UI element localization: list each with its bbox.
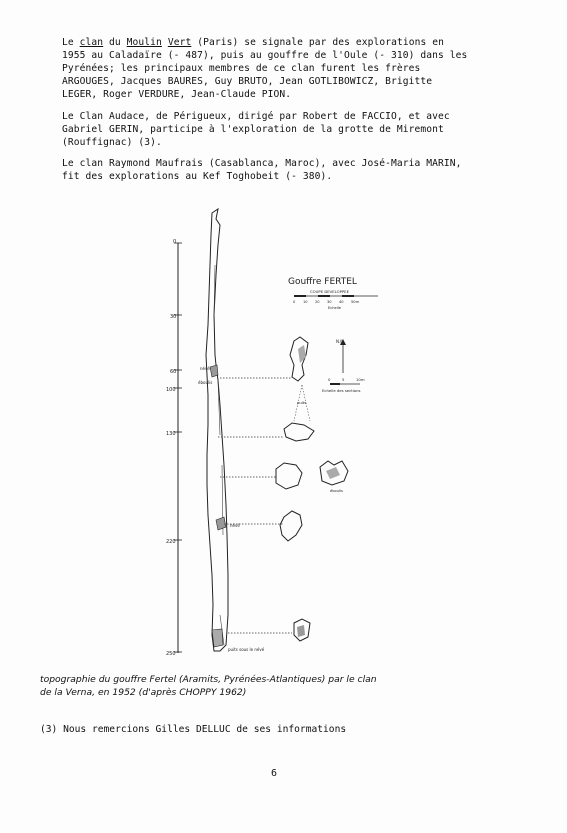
annotation-neve: névé <box>200 366 210 371</box>
caption-line: de la Verna, en 1952 (d'après CHOPPY 1962) <box>40 687 247 698</box>
paragraph-line: LEGER, Roger VERDURE, Jean-Claude PION. <box>62 89 292 100</box>
puits-marker <box>294 385 310 421</box>
annotation-bottom: puits sous le névé <box>228 647 265 652</box>
footnote: (3) Nous remercions Gilles DELLUC de ses informations <box>40 724 347 735</box>
paragraph-line <box>62 36 480 49</box>
north-label: N.M <box>336 339 344 344</box>
snow-patch <box>216 517 226 530</box>
text-run: du <box>103 37 127 48</box>
paragraph-line: fit des explorations au Kef Toghobeit (- 380). <box>62 171 333 182</box>
underlined-word: Moulin <box>126 37 162 48</box>
projection-lines <box>218 378 292 633</box>
depth-label: 250 <box>166 651 176 657</box>
depth-label: 220 <box>166 539 176 545</box>
cross-section <box>280 511 302 541</box>
snow-patch <box>212 629 223 647</box>
paragraph-line: Gabriel GERIN, participe à l'exploration de la grotte de Miremont <box>62 124 444 135</box>
paragraph-clan-maufrais <box>62 157 480 183</box>
paragraph-moulin-vert <box>62 36 480 101</box>
cave-profile-inner-wall <box>214 265 224 645</box>
scale-bar-segment <box>330 383 340 385</box>
scale-tick-label: 0 <box>293 300 296 304</box>
section-scale-label: Echelle des sections <box>322 388 361 393</box>
annotation-eboulis: éboulis <box>330 489 343 493</box>
depth-label: 30 <box>170 314 177 320</box>
annotation-neve: névé <box>230 523 240 528</box>
paragraph-line: Pyrénées; les principaux membres de ce clan furent les frères <box>62 63 421 74</box>
text-run: (Paris) se signale par des explorations en <box>191 37 445 48</box>
section-scale-tick: 5 <box>342 377 345 382</box>
cross-section-fill <box>326 467 340 479</box>
scale-tick-label: 50m <box>351 300 360 304</box>
puits-label: puits <box>297 400 307 405</box>
figure-caption <box>40 673 500 699</box>
snow-patch <box>210 365 218 377</box>
cross-section-fill <box>297 625 305 637</box>
paragraph-line: 1955 au Caladaïre (- 487), puis au gouffre de l'Oule (- 310) dans les <box>62 50 468 61</box>
scale-tick-label: 40 <box>339 300 344 304</box>
scale-tick-label: 10 <box>303 300 308 304</box>
underlined-word: Vert <box>167 37 192 48</box>
scale-tick-label: 30 <box>327 300 332 304</box>
paragraph-line: (Rouffignac) (3). <box>62 137 162 148</box>
caption-line: topographie du gouffre Fertel (Aramits, Pyrénées-Atlantiques) par le clan <box>40 674 377 685</box>
paragraph-line: Le Clan Audace, de Périgueux, dirigé par Robert de FACCIO, et avec <box>62 111 450 122</box>
main-scale-bar <box>294 295 378 297</box>
paragraph-line: ARGOUGES, Jacques BAURES, Guy BRUTO, Jean GOTLIBOWICZ, Brigitte <box>62 76 433 87</box>
cross-section <box>276 463 302 489</box>
underlined-word: clan <box>79 37 104 48</box>
page-number: 6 <box>271 768 278 779</box>
cave-survey-drawing <box>160 205 420 665</box>
depth-label: 60 <box>170 369 177 375</box>
paragraph-clan-audace <box>62 110 480 149</box>
section-scale-tick: 0 <box>328 377 331 382</box>
section-scale-tick: 10m <box>356 377 365 382</box>
scale-bar-segment <box>318 295 330 297</box>
paragraph-line: Le clan Raymond Maufrais (Casablanca, Maroc), avec José-Maria MARIN, <box>62 158 462 169</box>
text-run: Le <box>62 37 80 48</box>
scale-tick-label: 20 <box>315 300 320 304</box>
scale-bar-segment <box>294 295 306 297</box>
scale-bar-segment <box>342 295 354 297</box>
section-scale-bar <box>330 383 360 385</box>
cross-section-fill <box>298 345 306 363</box>
annotation-eboulis: éboulis <box>198 380 213 385</box>
depth-label: 0 <box>173 239 177 245</box>
north-arrow <box>336 339 346 373</box>
cave-profile-outline <box>206 209 228 651</box>
cross-section <box>284 423 314 441</box>
cave-survey-figure <box>160 205 420 665</box>
figure-title: Gouffre FERTEL <box>288 277 357 287</box>
depth-label: 130 <box>166 431 176 437</box>
cross-section <box>290 337 308 381</box>
depth-label: 100 <box>166 387 176 393</box>
scale-label: Echelle <box>328 306 341 310</box>
figure-subtitle: COUPE DEVELOPPEE <box>310 289 349 294</box>
